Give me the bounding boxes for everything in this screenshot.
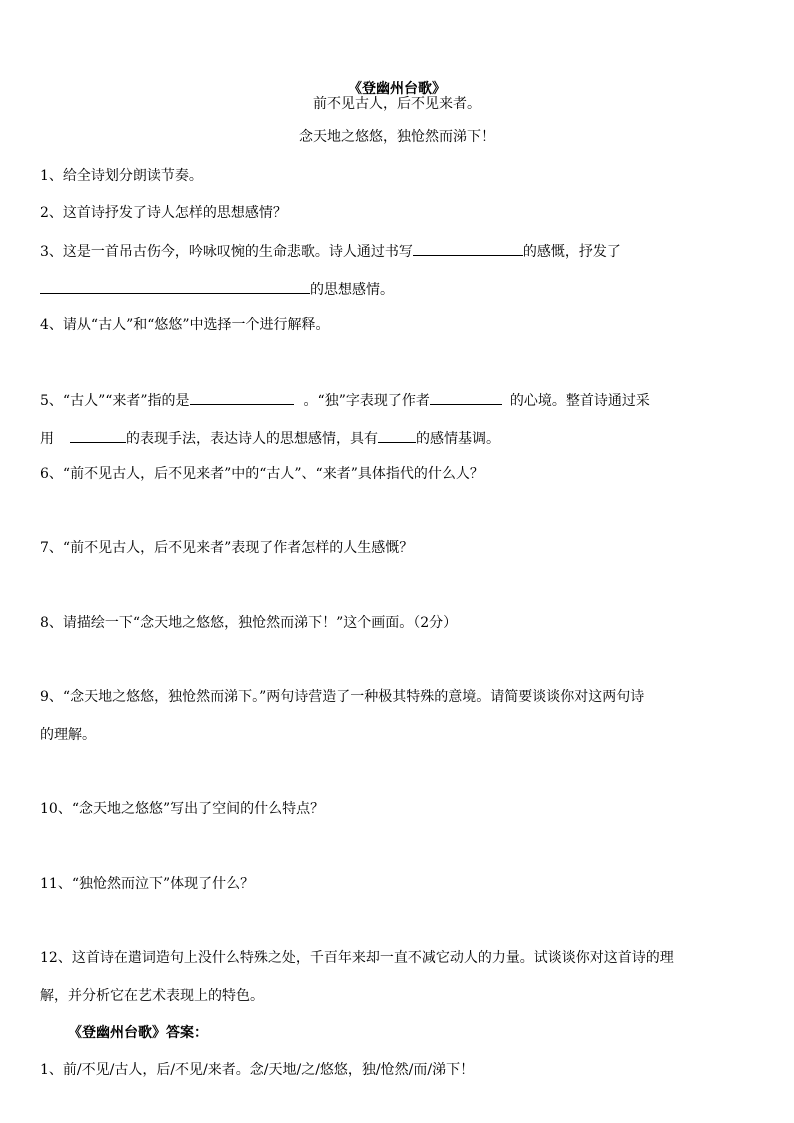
question-10: 10、“念天地之悠悠”写出了空间的什么特点？	[40, 801, 325, 817]
question-5-cont	[40, 428, 500, 448]
poem-title: 《登幽州台歌》	[348, 81, 446, 97]
answer-blank[interactable]	[430, 390, 502, 405]
question-5-text-b: 。“独”字表现了作者	[303, 393, 430, 409]
question-1: 1、给全诗划分朗读节奏。	[40, 168, 203, 184]
answer-blank[interactable]	[413, 241, 523, 256]
question-6: 6、“前不见古人，后不见来者”中的“古人”、“来者”具体指代的什么人？	[40, 466, 484, 482]
question-5-text-d: 用	[40, 431, 54, 447]
question-2: 2、这首诗抒发了诗人怎样的思想感情？	[40, 205, 287, 221]
answer-blank[interactable]	[378, 428, 416, 443]
question-5-text-a: 5、“古人”“来者”指的是	[40, 393, 190, 409]
question-3-text-a: 3、这是一首吊古伤今，吟咏叹惋的生命悲歌。诗人通过书写	[40, 244, 413, 260]
question-8: 8、请描绘一下“念天地之悠悠，独怆然而涕下！”这个画面。（2分）	[40, 615, 458, 631]
question-3	[40, 241, 621, 261]
answer-blank[interactable]	[40, 279, 310, 294]
question-11: 11、“独怆然而泣下”体现了什么？	[40, 876, 255, 892]
answers-heading: 《登幽州台歌》答案：	[68, 1025, 208, 1041]
question-4: 4、请从“古人”和“悠悠”中选择一个进行解释。	[40, 317, 330, 333]
question-9: 9、“念天地之悠悠，独怆然而涕下。”两句诗营造了一种极其特殊的意境。请简要谈谈你对这两句诗	[40, 689, 645, 705]
answer-blank[interactable]	[190, 390, 294, 405]
answer-blank[interactable]	[70, 428, 126, 443]
answer-1: 1、前/不见/古人，后/不见/来者。念/天地/之/悠悠，独/怆然/而/涕下！	[40, 1062, 475, 1078]
question-3-text-c: 的思想感情。	[310, 282, 394, 298]
poem-line-1: 前不见古人，后不见来者。	[313, 96, 481, 112]
question-12-cont: 解，并分析它在艺术表现上的特色。	[40, 988, 264, 1004]
question-9-cont: 的理解。	[40, 727, 96, 743]
question-3-text-b: 的感慨，抒发了	[522, 244, 621, 260]
question-3-cont	[40, 279, 394, 299]
question-5	[40, 390, 650, 410]
question-7: 7、“前不见古人，后不见来者”表现了作者怎样的人生感慨？	[40, 540, 414, 556]
question-5-text-e: 的表现手法，表达诗人的思想感情，具有	[126, 431, 378, 447]
question-5-text-f: 的感情基调。	[416, 431, 500, 447]
question-5-text-c: 的心境。整首诗通过采	[509, 393, 650, 409]
poem-line-2: 念天地之悠悠，独怆然而涕下！	[299, 129, 495, 145]
question-12: 12、这首诗在遣词造句上没什么特殊之处，千百年来却一直不减它动人的力量。试谈谈你对这首诗的理	[40, 950, 674, 966]
